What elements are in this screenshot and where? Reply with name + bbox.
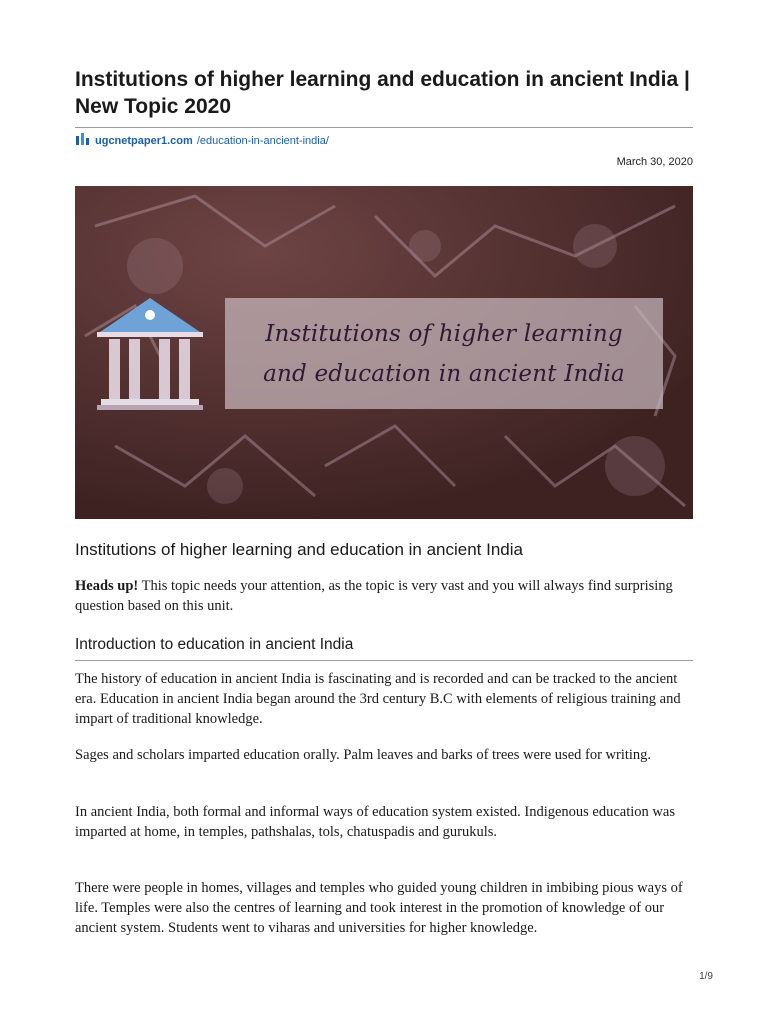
hero-caption-line-1: Institutions of higher learning [265,320,623,347]
intro-paragraph-1: The history of education in ancient India is fascinating and is recorded and can be tracked to the ancient era. Education in ancient India began around the 3rd century B.C with elements of religious training and impart of traditional knowledge. [75,671,681,727]
title-divider [75,127,693,128]
hero-image [75,186,693,519]
page-number: 1/9 [699,971,713,982]
source-domain[interactable]: ugcnetpaper1.com [95,135,193,147]
intro-paragraph-4: There were people in homes, villages and temples who guided young children in imbibing pious ways of life. Temples were also the centres of learning and took interest in the promotion of knowledge of our ancient system. Students went to viharas and universities for higher knowledge. [75,880,683,936]
subsection-heading: Introduction to education in ancient India [75,636,354,653]
source-link[interactable] [75,133,329,149]
publish-date: March 30, 2020 [616,156,693,168]
heads-up-paragraph [75,576,693,616]
subsection-divider [75,660,693,661]
intro-paragraph-3: In ancient India, both formal and informal ways of education system existed. Indigenous education was imparted at home, in temples, pathshalas, tols, chatuspadis and gurukuls. [75,804,675,840]
section-heading: Institutions of higher learning and education in ancient India [75,540,523,559]
intro-paragraph-2: Sages and scholars imparted education orally. Palm leaves and barks of trees were used for writing. [75,747,652,763]
hero-caption-box [225,298,663,409]
hero-caption-line-2: and education in ancient India [263,360,625,387]
article-title: Institutions of higher learning and education in ancient India | New Topic 2020 [75,68,690,118]
heads-up-label: Heads up! [75,578,139,594]
heads-up-text: This topic needs your attention, as the topic is very vast and you will always find surprising question based on this unit. [75,578,673,614]
site-logo-icon [75,132,91,151]
source-path[interactable]: /education-in-ancient-india/ [196,135,329,147]
